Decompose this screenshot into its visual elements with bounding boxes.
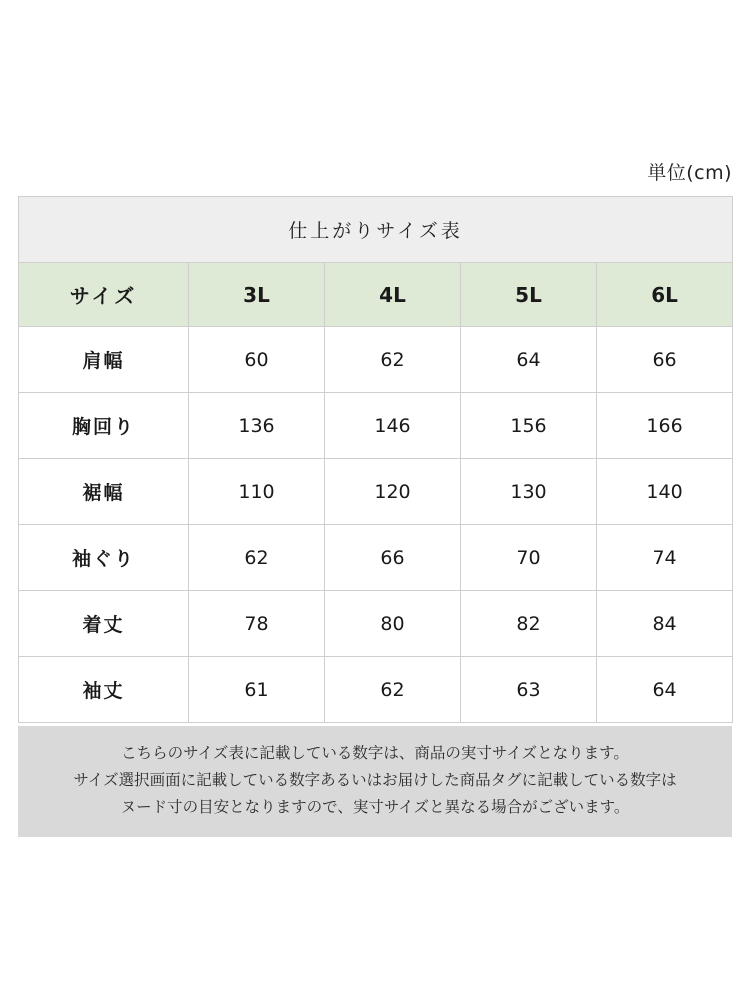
unit-label: 単位(cm)	[647, 162, 732, 184]
row-label: 袖ぐり	[19, 525, 189, 591]
table-cell: 62	[325, 327, 461, 393]
header-cell-4l: 4L	[325, 263, 461, 327]
header-cell-6l: 6L	[597, 263, 733, 327]
table-row	[19, 459, 733, 525]
table-cell: 62	[325, 657, 461, 723]
table-cell: 166	[597, 393, 733, 459]
table-cell: 63	[461, 657, 597, 723]
header-cell-5l: 5L	[461, 263, 597, 327]
table-cell: 130	[461, 459, 597, 525]
table-row	[19, 657, 733, 723]
table-cell: 84	[597, 591, 733, 657]
table-row	[19, 525, 733, 591]
size-table	[18, 196, 733, 723]
table-row	[19, 327, 733, 393]
table-row	[19, 393, 733, 459]
table-cell: 66	[325, 525, 461, 591]
table-cell: 66	[597, 327, 733, 393]
row-label: 袖丈	[19, 657, 189, 723]
table-cell: 146	[325, 393, 461, 459]
size-chart-note	[18, 726, 732, 837]
note-line-2: サイズ選択画面に記載している数字あるいはお届けした商品タグに記載している数字は	[73, 771, 677, 790]
row-label: 肩幅	[19, 327, 189, 393]
table-row	[19, 591, 733, 657]
row-label: 胸回り	[19, 393, 189, 459]
table-header-row	[19, 263, 733, 327]
note-line-1: こちらのサイズ表に記載している数字は、商品の実寸サイズとなります。	[121, 744, 629, 762]
table-cell: 60	[189, 327, 325, 393]
row-label: 裾幅	[19, 459, 189, 525]
table-cell: 80	[325, 591, 461, 657]
row-label: 着丈	[19, 591, 189, 657]
table-title: 仕上がりサイズ表	[19, 197, 733, 263]
table-cell: 64	[461, 327, 597, 393]
size-table-container	[18, 196, 732, 723]
table-cell: 61	[189, 657, 325, 723]
table-cell: 120	[325, 459, 461, 525]
table-cell: 74	[597, 525, 733, 591]
table-cell: 82	[461, 591, 597, 657]
header-cell-3l: 3L	[189, 263, 325, 327]
table-cell: 62	[189, 525, 325, 591]
table-cell: 140	[597, 459, 733, 525]
table-title-row	[19, 197, 733, 263]
table-cell: 64	[597, 657, 733, 723]
table-cell: 136	[189, 393, 325, 459]
note-line-3: ヌード寸の目安となりますので、実寸サイズと異なる場合がございます。	[120, 798, 630, 817]
table-cell: 156	[461, 393, 597, 459]
table-cell: 70	[461, 525, 597, 591]
table-cell: 78	[189, 591, 325, 657]
table-cell: 110	[189, 459, 325, 525]
header-cell-size: サイズ	[19, 263, 189, 327]
